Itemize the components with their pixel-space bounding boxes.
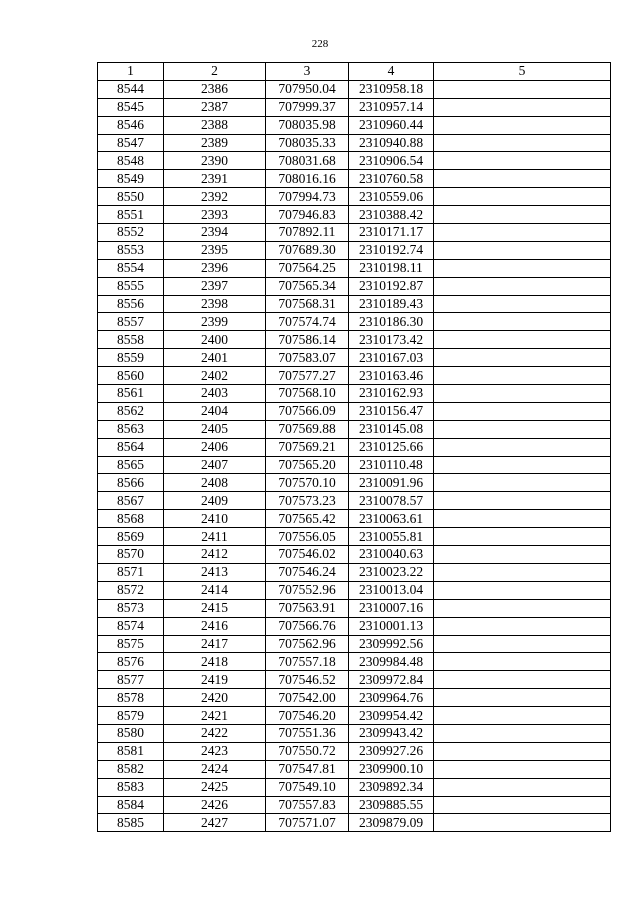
- table-row: [98, 742, 611, 760]
- x-coordinate-cell: 707562.96: [266, 635, 349, 653]
- y-coordinate-cell: 2309927.26: [349, 742, 434, 760]
- x-coordinate-cell: 707570.10: [266, 474, 349, 492]
- page-number: 228: [311, 38, 329, 50]
- y-coordinate-cell: 2310023.22: [349, 563, 434, 581]
- row-number-cell: 8553: [98, 241, 164, 259]
- x-coordinate-cell: 707565.20: [266, 456, 349, 474]
- table-row: [98, 152, 611, 170]
- y-coordinate-cell: 2310078.57: [349, 492, 434, 510]
- row-number-cell: 8583: [98, 778, 164, 796]
- y-coordinate-cell: 2309943.42: [349, 724, 434, 742]
- x-coordinate-cell: 708031.68: [266, 152, 349, 170]
- y-coordinate-cell: 2309892.34: [349, 778, 434, 796]
- y-coordinate-cell: 2310760.58: [349, 170, 434, 188]
- row-number-cell: 8584: [98, 796, 164, 814]
- table-row: [98, 241, 611, 259]
- row-number-cell: 8545: [98, 98, 164, 116]
- point-number-cell: 2411: [164, 528, 266, 546]
- y-coordinate-cell: 2310163.46: [349, 367, 434, 385]
- row-number-cell: 8569: [98, 528, 164, 546]
- table-row: [98, 528, 611, 546]
- point-number-cell: 2406: [164, 438, 266, 456]
- y-coordinate-cell: 2310559.06: [349, 188, 434, 206]
- row-number-cell: 8550: [98, 188, 164, 206]
- point-number-cell: 2395: [164, 241, 266, 259]
- y-coordinate-cell: 2310940.88: [349, 134, 434, 152]
- row-number-cell: 8565: [98, 456, 164, 474]
- notes-cell: [434, 349, 611, 367]
- column-header-1: 1: [98, 63, 164, 81]
- x-coordinate-cell: 707557.83: [266, 796, 349, 814]
- coordinates-table: [97, 62, 611, 832]
- row-number-cell: 8558: [98, 331, 164, 349]
- column-header-4: 4: [349, 63, 434, 81]
- point-number-cell: 2422: [164, 724, 266, 742]
- y-coordinate-cell: 2310156.47: [349, 402, 434, 420]
- row-number-cell: 8548: [98, 152, 164, 170]
- x-coordinate-cell: 707568.10: [266, 385, 349, 403]
- x-coordinate-cell: 707546.24: [266, 563, 349, 581]
- notes-cell: [434, 617, 611, 635]
- point-number-cell: 2400: [164, 331, 266, 349]
- point-number-cell: 2405: [164, 420, 266, 438]
- notes-cell: [434, 635, 611, 653]
- table-row: [98, 188, 611, 206]
- table-row: [98, 492, 611, 510]
- x-coordinate-cell: 707546.20: [266, 707, 349, 725]
- point-number-cell: 2393: [164, 206, 266, 224]
- y-coordinate-cell: 2310007.16: [349, 599, 434, 617]
- notes-cell: [434, 438, 611, 456]
- notes-cell: [434, 563, 611, 581]
- table-row: [98, 402, 611, 420]
- point-number-cell: 2391: [164, 170, 266, 188]
- table-row: [98, 420, 611, 438]
- x-coordinate-cell: 707565.34: [266, 277, 349, 295]
- y-coordinate-cell: 2310167.03: [349, 349, 434, 367]
- row-number-cell: 8557: [98, 313, 164, 331]
- table-row: [98, 224, 611, 242]
- table-row: [98, 563, 611, 581]
- y-coordinate-cell: 2309984.48: [349, 653, 434, 671]
- notes-cell: [434, 385, 611, 403]
- notes-cell: [434, 689, 611, 707]
- point-number-cell: 2388: [164, 116, 266, 134]
- point-number-cell: 2425: [164, 778, 266, 796]
- table-row: [98, 438, 611, 456]
- point-number-cell: 2415: [164, 599, 266, 617]
- x-coordinate-cell: 708016.16: [266, 170, 349, 188]
- x-coordinate-cell: 708035.33: [266, 134, 349, 152]
- table-row: [98, 80, 611, 98]
- point-number-cell: 2412: [164, 546, 266, 564]
- column-header-5: 5: [434, 63, 611, 81]
- row-number-cell: 8554: [98, 259, 164, 277]
- notes-cell: [434, 295, 611, 313]
- x-coordinate-cell: 707556.05: [266, 528, 349, 546]
- notes-cell: [434, 420, 611, 438]
- notes-cell: [434, 241, 611, 259]
- y-coordinate-cell: 2310145.08: [349, 420, 434, 438]
- x-coordinate-cell: 707568.31: [266, 295, 349, 313]
- table-row: [98, 116, 611, 134]
- notes-cell: [434, 724, 611, 742]
- y-coordinate-cell: 2310189.43: [349, 295, 434, 313]
- notes-cell: [434, 760, 611, 778]
- table-row: [98, 689, 611, 707]
- y-coordinate-cell: 2310906.54: [349, 152, 434, 170]
- point-number-cell: 2403: [164, 385, 266, 403]
- point-number-cell: 2392: [164, 188, 266, 206]
- notes-cell: [434, 778, 611, 796]
- table-row: [98, 313, 611, 331]
- row-number-cell: 8563: [98, 420, 164, 438]
- table-row: [98, 456, 611, 474]
- point-number-cell: 2408: [164, 474, 266, 492]
- x-coordinate-cell: 707549.10: [266, 778, 349, 796]
- row-number-cell: 8577: [98, 671, 164, 689]
- table-row: [98, 98, 611, 116]
- table-row: [98, 259, 611, 277]
- x-coordinate-cell: 707999.37: [266, 98, 349, 116]
- y-coordinate-cell: 2310063.61: [349, 510, 434, 528]
- notes-cell: [434, 546, 611, 564]
- notes-cell: [434, 313, 611, 331]
- row-number-cell: 8552: [98, 224, 164, 242]
- x-coordinate-cell: 707994.73: [266, 188, 349, 206]
- point-number-cell: 2390: [164, 152, 266, 170]
- column-header-3: 3: [266, 63, 349, 81]
- table-row: [98, 510, 611, 528]
- row-number-cell: 8575: [98, 635, 164, 653]
- point-number-cell: 2397: [164, 277, 266, 295]
- point-number-cell: 2421: [164, 707, 266, 725]
- row-number-cell: 8555: [98, 277, 164, 295]
- table-row: [98, 385, 611, 403]
- x-coordinate-cell: 707542.00: [266, 689, 349, 707]
- x-coordinate-cell: 707950.04: [266, 80, 349, 98]
- point-number-cell: 2407: [164, 456, 266, 474]
- table-row: [98, 546, 611, 564]
- y-coordinate-cell: 2310001.13: [349, 617, 434, 635]
- row-number-cell: 8574: [98, 617, 164, 635]
- table-row: [98, 295, 611, 313]
- table-row: [98, 707, 611, 725]
- row-number-cell: 8566: [98, 474, 164, 492]
- point-number-cell: 2424: [164, 760, 266, 778]
- table-row: [98, 599, 611, 617]
- point-number-cell: 2418: [164, 653, 266, 671]
- y-coordinate-cell: 2310960.44: [349, 116, 434, 134]
- x-coordinate-cell: 707565.42: [266, 510, 349, 528]
- y-coordinate-cell: 2309972.84: [349, 671, 434, 689]
- notes-cell: [434, 402, 611, 420]
- row-number-cell: 8567: [98, 492, 164, 510]
- row-number-cell: 8571: [98, 563, 164, 581]
- point-number-cell: 2401: [164, 349, 266, 367]
- point-number-cell: 2423: [164, 742, 266, 760]
- y-coordinate-cell: 2310013.04: [349, 581, 434, 599]
- y-coordinate-cell: 2310125.66: [349, 438, 434, 456]
- row-number-cell: 8560: [98, 367, 164, 385]
- y-coordinate-cell: 2310162.93: [349, 385, 434, 403]
- table-row: [98, 778, 611, 796]
- table-row: [98, 134, 611, 152]
- row-number-cell: 8544: [98, 80, 164, 98]
- x-coordinate-cell: 707551.36: [266, 724, 349, 742]
- notes-cell: [434, 206, 611, 224]
- x-coordinate-cell: 707563.91: [266, 599, 349, 617]
- y-coordinate-cell: 2309900.10: [349, 760, 434, 778]
- notes-cell: [434, 367, 611, 385]
- x-coordinate-cell: 707564.25: [266, 259, 349, 277]
- table-row: [98, 760, 611, 778]
- y-coordinate-cell: 2310388.42: [349, 206, 434, 224]
- point-number-cell: 2410: [164, 510, 266, 528]
- notes-cell: [434, 134, 611, 152]
- y-coordinate-cell: 2310171.17: [349, 224, 434, 242]
- table-header-row: [98, 63, 611, 81]
- x-coordinate-cell: 707552.96: [266, 581, 349, 599]
- x-coordinate-cell: 707573.23: [266, 492, 349, 510]
- notes-cell: [434, 581, 611, 599]
- notes-cell: [434, 80, 611, 98]
- point-number-cell: 2399: [164, 313, 266, 331]
- row-number-cell: 8568: [98, 510, 164, 528]
- point-number-cell: 2404: [164, 402, 266, 420]
- y-coordinate-cell: 2310186.30: [349, 313, 434, 331]
- row-number-cell: 8576: [98, 653, 164, 671]
- notes-cell: [434, 277, 611, 295]
- notes-cell: [434, 510, 611, 528]
- row-number-cell: 8556: [98, 295, 164, 313]
- x-coordinate-cell: 707557.18: [266, 653, 349, 671]
- row-number-cell: 8564: [98, 438, 164, 456]
- x-coordinate-cell: 707566.76: [266, 617, 349, 635]
- x-coordinate-cell: 707577.27: [266, 367, 349, 385]
- x-coordinate-cell: 707689.30: [266, 241, 349, 259]
- row-number-cell: 8562: [98, 402, 164, 420]
- x-coordinate-cell: 707892.11: [266, 224, 349, 242]
- row-number-cell: 8551: [98, 206, 164, 224]
- column-header-2: 2: [164, 63, 266, 81]
- table-row: [98, 796, 611, 814]
- x-coordinate-cell: 707566.09: [266, 402, 349, 420]
- x-coordinate-cell: 708035.98: [266, 116, 349, 134]
- notes-cell: [434, 116, 611, 134]
- table-row: [98, 635, 611, 653]
- point-number-cell: 2389: [164, 134, 266, 152]
- point-number-cell: 2394: [164, 224, 266, 242]
- point-number-cell: 2416: [164, 617, 266, 635]
- point-number-cell: 2402: [164, 367, 266, 385]
- x-coordinate-cell: 707569.21: [266, 438, 349, 456]
- x-coordinate-cell: 707546.52: [266, 671, 349, 689]
- y-coordinate-cell: 2310110.48: [349, 456, 434, 474]
- point-number-cell: 2420: [164, 689, 266, 707]
- row-number-cell: 8549: [98, 170, 164, 188]
- notes-cell: [434, 188, 611, 206]
- point-number-cell: 2386: [164, 80, 266, 98]
- table-row: [98, 724, 611, 742]
- table-row: [98, 367, 611, 385]
- point-number-cell: 2413: [164, 563, 266, 581]
- notes-cell: [434, 456, 611, 474]
- y-coordinate-cell: 2309879.09: [349, 814, 434, 832]
- row-number-cell: 8579: [98, 707, 164, 725]
- table-row: [98, 617, 611, 635]
- notes-cell: [434, 707, 611, 725]
- y-coordinate-cell: 2310198.11: [349, 259, 434, 277]
- point-number-cell: 2398: [164, 295, 266, 313]
- row-number-cell: 8546: [98, 116, 164, 134]
- row-number-cell: 8559: [98, 349, 164, 367]
- notes-cell: [434, 528, 611, 546]
- notes-cell: [434, 814, 611, 832]
- table-row: [98, 331, 611, 349]
- y-coordinate-cell: 2310192.74: [349, 241, 434, 259]
- y-coordinate-cell: 2310957.14: [349, 98, 434, 116]
- x-coordinate-cell: 707546.02: [266, 546, 349, 564]
- table-row: [98, 653, 611, 671]
- row-number-cell: 8578: [98, 689, 164, 707]
- notes-cell: [434, 224, 611, 242]
- x-coordinate-cell: 707571.07: [266, 814, 349, 832]
- row-number-cell: 8581: [98, 742, 164, 760]
- point-number-cell: 2426: [164, 796, 266, 814]
- notes-cell: [434, 796, 611, 814]
- y-coordinate-cell: 2309885.55: [349, 796, 434, 814]
- point-number-cell: 2409: [164, 492, 266, 510]
- point-number-cell: 2387: [164, 98, 266, 116]
- x-coordinate-cell: 707586.14: [266, 331, 349, 349]
- row-number-cell: 8585: [98, 814, 164, 832]
- row-number-cell: 8582: [98, 760, 164, 778]
- notes-cell: [434, 653, 611, 671]
- x-coordinate-cell: 707946.83: [266, 206, 349, 224]
- x-coordinate-cell: 707550.72: [266, 742, 349, 760]
- y-coordinate-cell: 2310173.42: [349, 331, 434, 349]
- notes-cell: [434, 152, 611, 170]
- table-row: [98, 206, 611, 224]
- point-number-cell: 2427: [164, 814, 266, 832]
- notes-cell: [434, 599, 611, 617]
- point-number-cell: 2396: [164, 259, 266, 277]
- y-coordinate-cell: 2310091.96: [349, 474, 434, 492]
- table-row: [98, 349, 611, 367]
- table-body: [98, 80, 611, 831]
- y-coordinate-cell: 2310958.18: [349, 80, 434, 98]
- x-coordinate-cell: 707574.74: [266, 313, 349, 331]
- y-coordinate-cell: 2309964.76: [349, 689, 434, 707]
- point-number-cell: 2414: [164, 581, 266, 599]
- notes-cell: [434, 331, 611, 349]
- notes-cell: [434, 742, 611, 760]
- y-coordinate-cell: 2310192.87: [349, 277, 434, 295]
- notes-cell: [434, 259, 611, 277]
- notes-cell: [434, 492, 611, 510]
- row-number-cell: 8570: [98, 546, 164, 564]
- table-row: [98, 277, 611, 295]
- table-row: [98, 671, 611, 689]
- notes-cell: [434, 671, 611, 689]
- notes-cell: [434, 474, 611, 492]
- x-coordinate-cell: 707547.81: [266, 760, 349, 778]
- table-row: [98, 474, 611, 492]
- x-coordinate-cell: 707583.07: [266, 349, 349, 367]
- row-number-cell: 8573: [98, 599, 164, 617]
- x-coordinate-cell: 707569.88: [266, 420, 349, 438]
- point-number-cell: 2417: [164, 635, 266, 653]
- notes-cell: [434, 98, 611, 116]
- table-row: [98, 170, 611, 188]
- table-row: [98, 814, 611, 832]
- notes-cell: [434, 170, 611, 188]
- row-number-cell: 8547: [98, 134, 164, 152]
- y-coordinate-cell: 2310055.81: [349, 528, 434, 546]
- y-coordinate-cell: 2310040.63: [349, 546, 434, 564]
- row-number-cell: 8572: [98, 581, 164, 599]
- row-number-cell: 8580: [98, 724, 164, 742]
- row-number-cell: 8561: [98, 385, 164, 403]
- table-row: [98, 581, 611, 599]
- y-coordinate-cell: 2309992.56: [349, 635, 434, 653]
- y-coordinate-cell: 2309954.42: [349, 707, 434, 725]
- point-number-cell: 2419: [164, 671, 266, 689]
